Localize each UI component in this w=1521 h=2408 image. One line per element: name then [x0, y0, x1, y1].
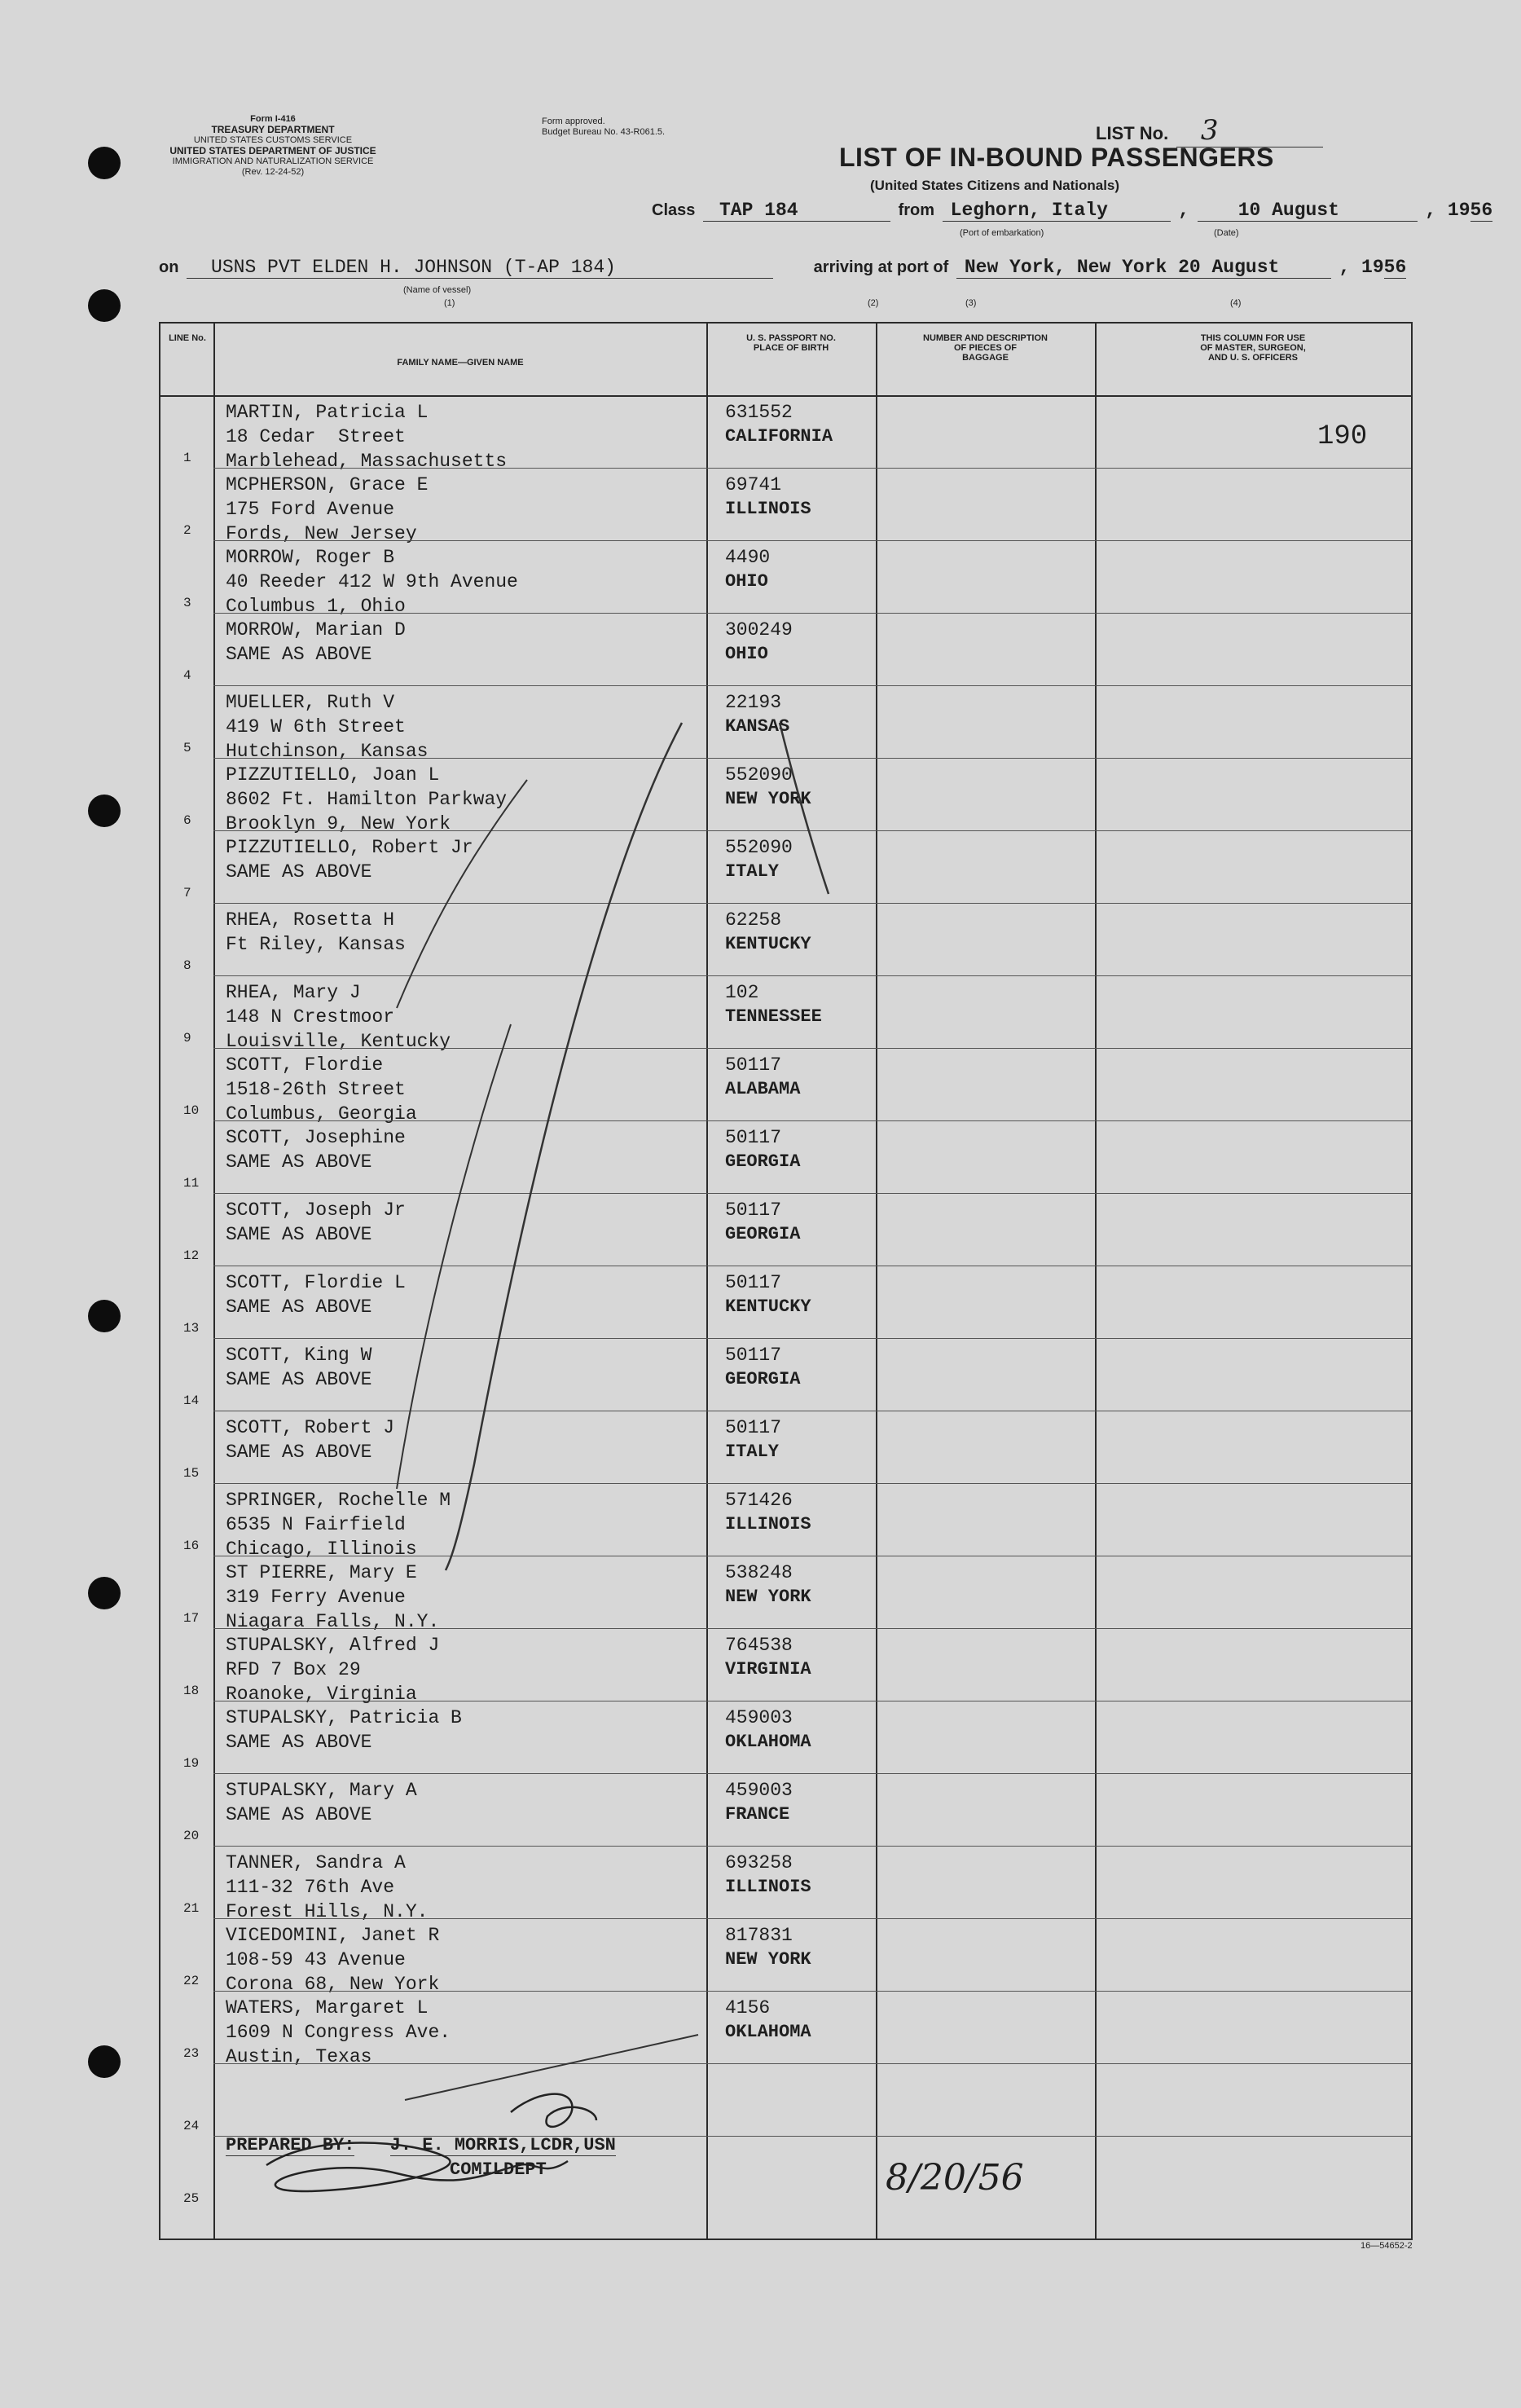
- passport-number: 50117: [725, 1272, 782, 1293]
- passenger-name: MORROW, Roger B: [226, 547, 395, 568]
- passport-number: 22193: [725, 692, 782, 713]
- passenger-address-line: 40 Reeder 412 W 9th Avenue: [226, 571, 518, 592]
- binder-hole: [88, 147, 121, 179]
- place-of-birth: CALIFORNIA: [725, 426, 833, 447]
- passenger-name: MARTIN, Patricia L: [226, 402, 429, 423]
- passport-number: 459003: [725, 1707, 793, 1728]
- passenger-address-line: Roanoke, Virginia: [226, 1684, 417, 1705]
- passenger-name: MUELLER, Ruth V: [226, 692, 395, 713]
- passport-number: 102: [725, 982, 759, 1003]
- passport-number: 817831: [725, 1925, 793, 1946]
- place-of-birth: ALABAMA: [725, 1079, 801, 1099]
- binder-hole: [88, 1577, 121, 1609]
- passenger-address-line: Corona 68, New York: [226, 1974, 440, 1995]
- passenger-name: MORROW, Marian D: [226, 619, 406, 641]
- place-of-birth: VIRGINIA: [725, 1659, 811, 1679]
- col-header-passport: U. S. PASSPORT NO. PLACE OF BIRTH: [746, 333, 836, 353]
- preparer-title: COMILDEPT: [450, 2159, 547, 2180]
- place-of-birth: GEORGIA: [725, 1151, 801, 1172]
- place-of-birth: KANSAS: [725, 716, 790, 737]
- passenger-address-line: 1518-26th Street: [226, 1079, 406, 1100]
- line-number: 24: [183, 2119, 200, 2133]
- passenger-name: MCPHERSON, Grace E: [226, 474, 429, 495]
- passport-number: 552090: [725, 837, 793, 858]
- form-approval: Form approved. Budget Bureau No. 43-R061.5.: [542, 117, 666, 137]
- col-header-name: FAMILY NAME—GIVEN NAME: [397, 358, 524, 368]
- place-of-birth: FRANCE: [725, 1804, 790, 1825]
- passport-number: 50117: [725, 1417, 782, 1438]
- passport-number: 4156: [725, 1997, 771, 2018]
- form-code: 16—54652-2: [1361, 2241, 1413, 2251]
- place-of-birth: ILLINOIS: [725, 499, 811, 519]
- document-title: LIST OF IN-BOUND PASSENGERS: [839, 143, 1274, 172]
- passenger-name: SCOTT, Flordie L: [226, 1272, 406, 1293]
- passenger-address-line: 8602 Ft. Hamilton Parkway: [226, 789, 508, 810]
- line-number: 2: [183, 523, 191, 538]
- passport-number: 538248: [725, 1562, 793, 1583]
- passenger-address-line: SAME AS ABOVE: [226, 1804, 372, 1825]
- officer-note: 190: [1317, 421, 1368, 452]
- passenger-name: RHEA, Mary J: [226, 982, 361, 1003]
- place-of-birth: TENNESSEE: [725, 1006, 822, 1027]
- passenger-name: VICEDOMINI, Janet R: [226, 1925, 440, 1946]
- line-number: 16: [183, 1539, 200, 1553]
- line-number: 10: [183, 1103, 200, 1118]
- passport-number: 571426: [725, 1490, 793, 1511]
- line-number: 20: [183, 1829, 200, 1843]
- passport-number: 50117: [725, 1127, 782, 1148]
- binder-hole: [88, 795, 121, 827]
- line-number: 7: [183, 886, 191, 900]
- port-caption: (Port of embarkation): [960, 228, 1044, 238]
- line-number: 11: [183, 1176, 200, 1191]
- passenger-address-line: Louisville, Kentucky: [226, 1031, 451, 1052]
- line-number: 6: [183, 813, 191, 828]
- line-number: 14: [183, 1393, 200, 1408]
- binder-hole: [88, 2045, 121, 2078]
- passenger-address-line: SAME AS ABOVE: [226, 1732, 372, 1753]
- passenger-name: PIZZUTIELLO, Joan L: [226, 764, 440, 786]
- place-of-birth: GEORGIA: [725, 1224, 801, 1244]
- line-number: 1: [183, 451, 191, 465]
- class-line: Class TAP 184 from Leghorn, Italy , 10 August , 1956: [652, 200, 1493, 221]
- passport-number: 4490: [725, 547, 771, 568]
- passenger-address-line: Columbus, Georgia: [226, 1103, 417, 1125]
- list-number: LIST No. 3: [1096, 114, 1323, 147]
- passenger-address-line: 6535 N Fairfield: [226, 1514, 406, 1535]
- passenger-address-line: 18 Cedar Street: [226, 426, 406, 447]
- place-of-birth: KENTUCKY: [725, 1296, 811, 1317]
- passenger-address-line: Columbus 1, Ohio: [226, 596, 406, 617]
- passenger-address-line: Brooklyn 9, New York: [226, 813, 451, 834]
- passenger-name: ST PIERRE, Mary E: [226, 1562, 417, 1583]
- passenger-address-line: RFD 7 Box 29: [226, 1659, 361, 1680]
- passport-number: 50117: [725, 1200, 782, 1221]
- passport-number: 631552: [725, 402, 793, 423]
- place-of-birth: NEW YORK: [725, 1587, 811, 1607]
- passport-number: 459003: [725, 1780, 793, 1801]
- line-number: 18: [183, 1684, 200, 1698]
- passport-number: 300249: [725, 619, 793, 641]
- passenger-name: SCOTT, Joseph Jr: [226, 1200, 406, 1221]
- passenger-name: STUPALSKY, Mary A: [226, 1780, 417, 1801]
- passenger-name: RHEA, Rosetta H: [226, 909, 395, 931]
- passenger-table: [159, 322, 1413, 2240]
- passenger-address-line: 111-32 76th Ave: [226, 1877, 395, 1898]
- col-header-line-no: LINE No.: [169, 333, 206, 343]
- document-page: Form I-416 TREASURY DEPARTMENT UNITED STATES CUSTOMS SERVICE UNITED STATES DEPARTMENT OF JUSTICE IMMIGRATION AND NATURALIZATION SERVICE (Rev. 12-24-52) Form approved. Budget Bureau No. 43-R061.5. LIST No. 3 LIST OF IN-BOUND PASSENGERS (United States Citizens and Nationals) Class TAP 184 from Leghorn, Italy , 10 August , 1956 (Port of embarkation) (Date) on USNS PVT ELDEN H. JOHNSON (T-AP 184) arriving at port of New York, New York 20 August , 1956 (Name of vessel) (1) (2) (3) (4) LINE No. FAMILY NAME—GIVEN NAME U. S. PASSPORT NO. PLACE OF BIRTH NUMBER AND DESCRIPTION OF PIECES OF BAGGAGE THIS COLUMN FOR USE OF MASTER, SURGEON, AND U. S. OFFICERS 1 MARTIN, Patricia L 18 Cedar Street Marblehead, Massachusetts 631552 CALIFORNIA 2 MCPHERSON, Grace E 175 Ford Avenue Fords, New Jersey 69741 ILLINOIS 3 MORROW, Roger B 40 Reeder 412 W 9th Avenue Columbus 1, Ohio 4490 OHIO 4 MORROW, Marian D SAME AS ABOVE 300249 OHIO 5 MUELLER, Ruth V 419 W 6th Street Hutchinson, Kansas 22193 KANSAS 6 PIZZUTIELLO, Joan L 8602 Ft. Hamilton Parkway Brooklyn 9, New York 552090 NEW YORK 7 PIZZUTIELLO, Robert Jr SAME AS ABOVE 552090 ITALY 8 RHEA, Rosetta H Ft Riley, Kansas 62258 KENTUCKY 9 RHEA, Mary J 148 N Crestmoor Louisville, Kentucky 102 TENNESSEE 10 SCOTT, Flordie 1518-26th Street Columbus, Georgia 50117 ALABAMA 11 SCOTT, Josephine SAME AS ABOVE 50117 GEORGIA 12 SCOTT, Joseph Jr SAME AS ABOVE 50117 GEORGIA 13 SCOTT, Flordie L SAME AS ABOVE 50117 KENTUCKY 14 SCOTT, King W SAME AS ABOVE 50117 GEORGIA 15 SCOTT, Robert J SAME AS ABOVE 50117 ITALY 16 SPRINGER, Rochelle M 6535 N Fairfield Chicago, Illinois 571426 ILLINOIS 17 ST PIERRE, Mary E 319 Ferry Avenue Niagara Falls, N.Y. 538248 NEW YORK 18 STUPALSKY, Alfred J RFD 7 Box 29 Roanoke, Virginia 764538 VIRGINIA 19 STUPALSKY, Patricia B SAME AS ABOVE 459003 OKLAHOMA 20 STUPALSKY, Mary A SAME AS ABOVE 459003 FRANCE 21 TANNER, Sandra A 111-32 76th Ave Forest Hills, N.Y. 693258 ILLINOIS 22 VICEDOMINI, Janet R 108-59 43 Avenue Corona 68, New York 817831 NEW YORK 23 WATERS, Margaret L 1609 N Congress Ave. Austin, Texas 4156 OKLAHOMA 24 25 190 PREPARED BY: J. E. MORRIS,LCDR,USN COMILDEPT 8/20/56 16—54652-2: [0, 0, 1521, 2408]
- place-of-birth: OHIO: [725, 571, 768, 592]
- prepared-by: PREPARED BY: J. E. MORRIS,LCDR,USN: [226, 2135, 616, 2155]
- place-of-birth: NEW YORK: [725, 1949, 811, 1970]
- passenger-name: TANNER, Sandra A: [226, 1852, 406, 1873]
- place-of-birth: GEORGIA: [725, 1369, 801, 1389]
- line-number: 3: [183, 596, 191, 610]
- place-of-birth: ITALY: [725, 861, 780, 882]
- passenger-name: SCOTT, Flordie: [226, 1054, 384, 1076]
- place-of-birth: OKLAHOMA: [725, 2022, 811, 2042]
- vessel-caption: (Name of vessel): [403, 285, 472, 295]
- passenger-address-line: SAME AS ABOVE: [226, 861, 372, 883]
- passenger-address-line: Fords, New Jersey: [226, 523, 417, 544]
- passenger-address-line: 148 N Crestmoor: [226, 1006, 395, 1028]
- passenger-address-line: SAME AS ABOVE: [226, 1442, 372, 1463]
- place-of-birth: KENTUCKY: [725, 934, 811, 954]
- line-number: 12: [183, 1248, 200, 1263]
- binder-hole: [88, 289, 121, 322]
- passenger-address-line: SAME AS ABOVE: [226, 1296, 372, 1318]
- binder-hole: [88, 1300, 121, 1332]
- col-header-baggage: NUMBER AND DESCRIPTION OF PIECES OF BAGGAGE: [923, 333, 1048, 363]
- passenger-address-line: Marblehead, Massachusetts: [226, 451, 508, 472]
- passenger-address-line: 319 Ferry Avenue: [226, 1587, 406, 1608]
- line-number: 5: [183, 741, 191, 755]
- line-number: 19: [183, 1756, 200, 1771]
- place-of-birth: OKLAHOMA: [725, 1732, 811, 1752]
- line-number: 15: [183, 1466, 200, 1481]
- passenger-name: SCOTT, Robert J: [226, 1417, 395, 1438]
- passenger-address-line: 1609 N Congress Ave.: [226, 2022, 451, 2043]
- passenger-address-line: 175 Ford Avenue: [226, 499, 395, 520]
- passenger-address-line: Forest Hills, N.Y.: [226, 1901, 429, 1922]
- col-header-officers: THIS COLUMN FOR USE OF MASTER, SURGEON, AND U. S. OFFICERS: [1200, 333, 1306, 363]
- line-number: 9: [183, 1031, 191, 1046]
- agency-block: Form I-416 TREASURY DEPARTMENT UNITED STATES CUSTOMS SERVICE UNITED STATES DEPARTMENT OF JUSTICE IMMIGRATION AND NATURALIZATION SERVICE (Rev. 12-24-52): [169, 114, 376, 177]
- passenger-address-line: Hutchinson, Kansas: [226, 741, 429, 762]
- passenger-address-line: SAME AS ABOVE: [226, 644, 372, 665]
- passenger-address-line: Niagara Falls, N.Y.: [226, 1611, 440, 1632]
- passenger-address-line: Ft Riley, Kansas: [226, 934, 406, 955]
- place-of-birth: NEW YORK: [725, 789, 811, 809]
- line-number: 4: [183, 668, 191, 683]
- place-of-birth: ILLINOIS: [725, 1514, 811, 1534]
- passenger-address-line: 108-59 43 Avenue: [226, 1949, 406, 1970]
- line-number: 13: [183, 1321, 200, 1336]
- place-of-birth: ILLINOIS: [725, 1877, 811, 1897]
- passport-number: 62258: [725, 909, 782, 931]
- passport-number: 693258: [725, 1852, 793, 1873]
- passenger-address-line: 419 W 6th Street: [226, 716, 406, 737]
- passenger-name: PIZZUTIELLO, Robert Jr: [226, 837, 473, 858]
- line-number: 8: [183, 958, 191, 973]
- passenger-name: SPRINGER, Rochelle M: [226, 1490, 451, 1511]
- date-caption: (Date): [1214, 228, 1239, 238]
- passenger-name: WATERS, Margaret L: [226, 1997, 429, 2018]
- passenger-address-line: Chicago, Illinois: [226, 1539, 417, 1560]
- passenger-address-line: Austin, Texas: [226, 2046, 372, 2067]
- line-number: 25: [183, 2191, 200, 2206]
- handwritten-date: 8/20/56: [886, 2157, 1024, 2199]
- passport-number: 764538: [725, 1635, 793, 1656]
- passport-number: 50117: [725, 1345, 782, 1366]
- passport-number: 552090: [725, 764, 793, 786]
- document-subtitle: (United States Citizens and Nationals): [870, 178, 1120, 193]
- place-of-birth: OHIO: [725, 644, 768, 664]
- place-of-birth: ITALY: [725, 1442, 780, 1462]
- line-number: 21: [183, 1901, 200, 1916]
- passport-number: 50117: [725, 1054, 782, 1076]
- passenger-address-line: SAME AS ABOVE: [226, 1151, 372, 1173]
- passenger-name: SCOTT, King W: [226, 1345, 372, 1366]
- passport-number: 69741: [725, 474, 782, 495]
- handwritten-marks: [160, 324, 1411, 2239]
- line-number: 23: [183, 2046, 200, 2061]
- passenger-name: STUPALSKY, Alfred J: [226, 1635, 440, 1656]
- line-number: 17: [183, 1611, 200, 1626]
- passenger-name: SCOTT, Josephine: [226, 1127, 406, 1148]
- passenger-name: STUPALSKY, Patricia B: [226, 1707, 462, 1728]
- vessel-line: on USNS PVT ELDEN H. JOHNSON (T-AP 184) arriving at port of New York, New York 20 August , 1956: [159, 257, 1407, 278]
- line-number: 22: [183, 1974, 200, 1988]
- passenger-address-line: SAME AS ABOVE: [226, 1369, 372, 1390]
- passenger-address-line: SAME AS ABOVE: [226, 1224, 372, 1245]
